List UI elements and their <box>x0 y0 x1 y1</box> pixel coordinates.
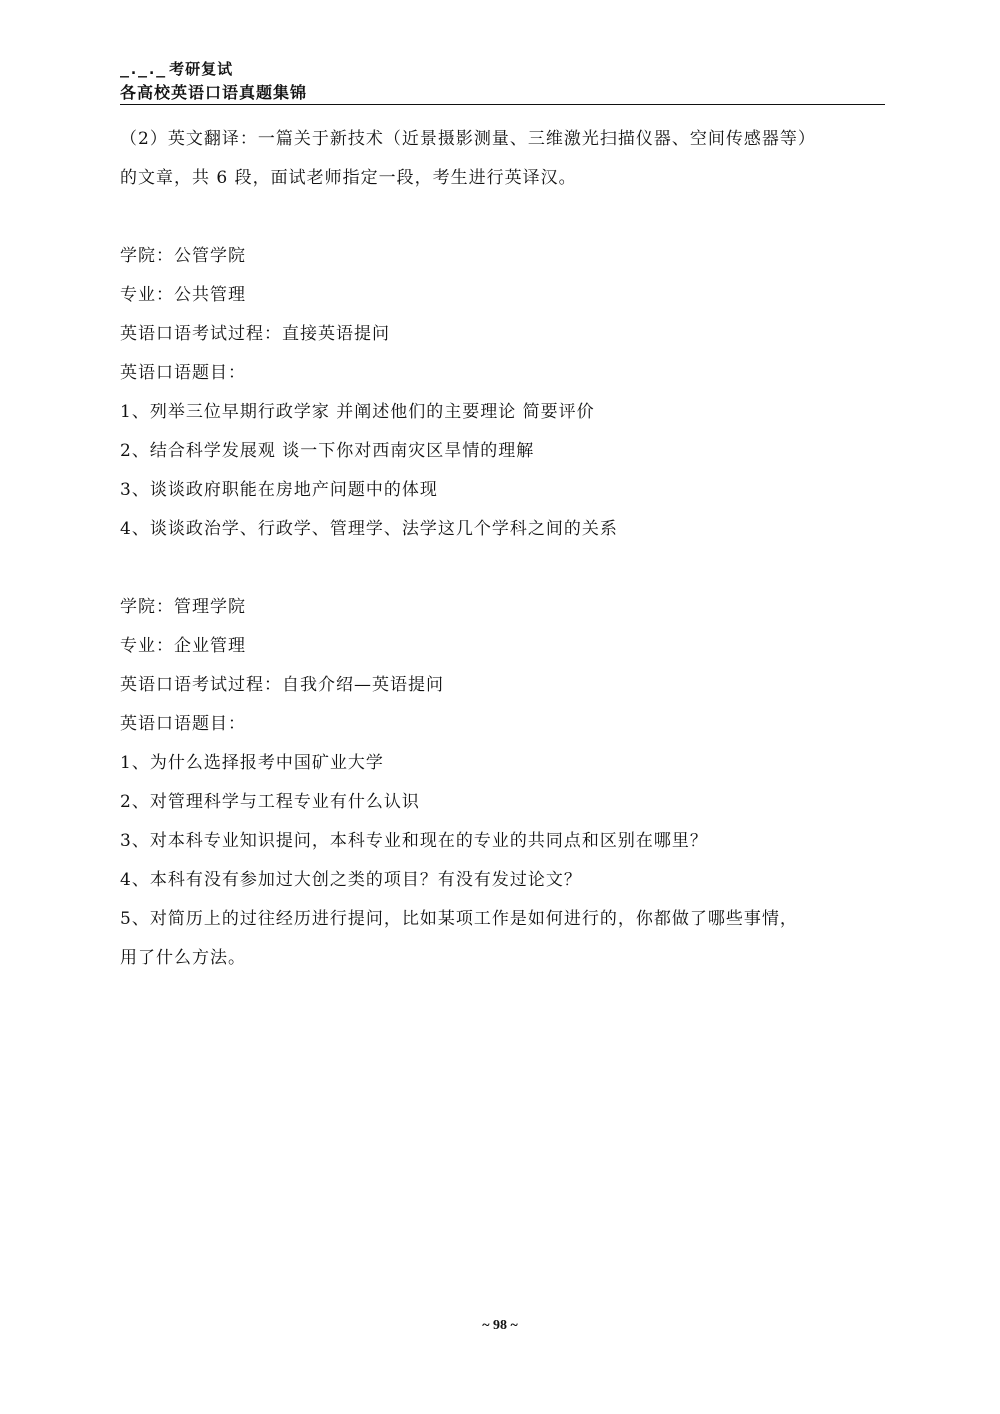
questions-title: 英语口语题目： <box>120 363 246 383</box>
spacer <box>120 549 890 588</box>
header-subtitle-line <box>120 58 233 79</box>
major-label: 专业：公共管理 <box>120 285 246 305</box>
question-item: 3、谈谈政府职能在房地产问题中的体现 <box>120 480 438 500</box>
question-item: 1、列举三位早期行政学家 并阐述他们的主要理论 简要评价 <box>120 402 595 422</box>
page-body <box>120 120 890 978</box>
header-subtitle: 考研复试 <box>169 60 234 78</box>
question-item: 4、本科有没有参加过大创之类的项目？有没有发过论文？ <box>120 870 582 890</box>
question-item-continuation: 用了什么方法。 <box>120 948 246 968</box>
questions-title: 英语口语题目： <box>120 714 246 734</box>
question-item: 2、结合科学发展观 谈一下你对西南灾区旱情的理解 <box>120 441 535 461</box>
page-header <box>120 58 885 105</box>
header-dots: _._._ <box>120 60 166 78</box>
intro-line-2: 的文章，共 6 段，面试老师指定一段，考生进行英译汉。 <box>120 168 577 188</box>
exam-process: 英语口语考试过程：直接英语提问 <box>120 324 390 344</box>
section-public-administration <box>120 237 890 549</box>
spacer <box>120 198 890 237</box>
section-management <box>120 588 890 978</box>
question-item: 4、谈谈政治学、行政学、管理学、法学这几个学科之间的关系 <box>120 519 618 539</box>
question-item: 5、对简历上的过往经历进行提问，比如某项工作是如何进行的，你都做了哪些事情， <box>120 909 798 929</box>
major-label: 专业：企业管理 <box>120 636 246 656</box>
question-item: 2、对管理科学与工程专业有什么认识 <box>120 792 420 812</box>
page-number: ~ 98 ~ <box>482 1318 518 1333</box>
intro-line-1: （2）英文翻译：一篇关于新技术（近景摄影测量、三维激光扫描仪器、空间传感器等） <box>120 129 816 149</box>
college-label: 学院：公管学院 <box>120 246 246 266</box>
question-item: 1、为什么选择报考中国矿业大学 <box>120 753 384 773</box>
header-title: 各高校英语口语真题集锦 <box>120 83 308 102</box>
exam-process: 英语口语考试过程：自我介绍—英语提问 <box>120 675 444 695</box>
college-label: 学院：管理学院 <box>120 597 246 617</box>
question-item: 3、对本科专业知识提问，本科专业和现在的专业的共同点和区别在哪里？ <box>120 831 708 851</box>
